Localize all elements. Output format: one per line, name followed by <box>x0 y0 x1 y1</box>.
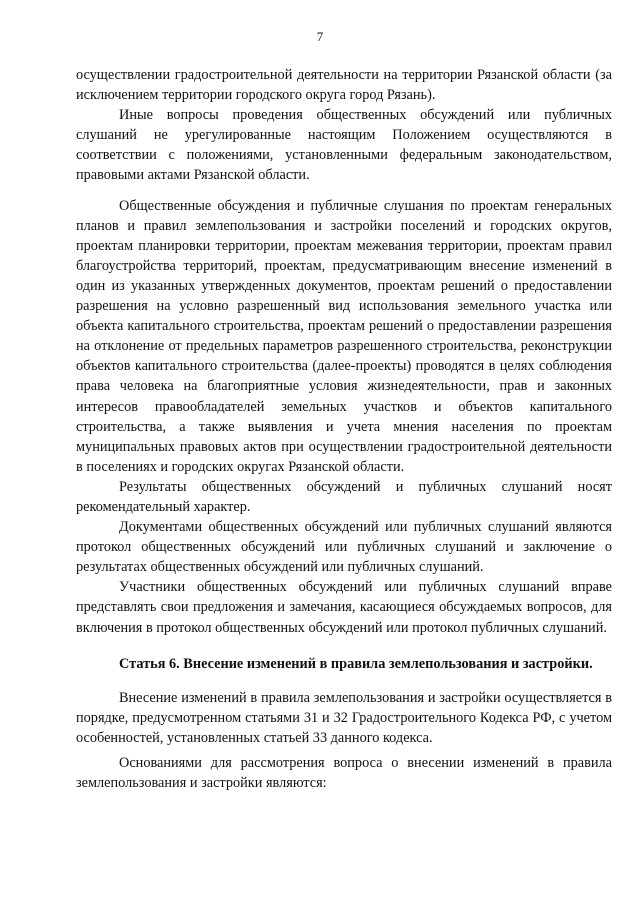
paragraph-amendment-grounds: Основаниями для рассмотрения вопроса о внесении изменений в правила землепользования и застройки являются: <box>76 755 612 792</box>
page-number: 7 <box>316 29 324 44</box>
paragraph-other-questions: Иные вопросы проведения общественных обсуждений или публичных слушаний не урегулированные настоящим Положением осуществляются в соответствии с положениями, установленными федеральным законодательством, правовыми актами Рязанской области. <box>76 107 612 184</box>
paragraph-purposes: Общественные обсуждения и публичные слушания по проектам генеральных планов и правил землепользования и застройки поселений и городских округов, проектам планировки территории, проектам межевания территории, проектам правил благоустройства территорий, проектам, предусматривающим внесение изменений в один из указанных утвержденных документов, проектам решений о предоставлении разрешения на условно разрешенный вид использования земельного участка или объекта капитального строительства, проектам решений о предоставлении разрешения на отклонение от предельных параметров разрешенного строительства, реконструкции объектов капитального строительства (далее-проекты) проводятся в целях соблюдения права человека на благоприятные условия жизнедеятельности, прав и законных интересов правообладателей земельных участков и объектов капитального строительства, а также выявления и учета мнения населения по проектам муниципальных правовых актов при осуществлении градостроительной деятельности в поселениях и городских округах Рязанской области. <box>76 197 612 475</box>
article-heading: Статья 6. Внесение изменений в правила землепользования и застройки. <box>119 655 593 672</box>
paragraph-continuation: осуществлении градостроительной деятельности на территории Рязанской области (за исключением территории городского округа город Рязань). <box>76 67 612 104</box>
paragraph-participants: Участники общественных обсуждений или публичных слушаний вправе представлять свои предложения и замечания, касающиеся обсуждаемых вопросов, для включения в протокол общественных обсуждений или протокол публичных слушаний. <box>76 579 612 636</box>
document-body <box>76 65 612 793</box>
paragraph-documents: Документами общественных обсуждений или публичных слушаний являются протокол общественных обсуждений или публичных слушаний и заключение о результатах общественных обсуждений или публичных слушаний. <box>76 519 612 576</box>
paragraph-amendment-procedure: Внесение изменений в правила землепользования и застройки осуществляется в порядке, предусмотренном статьями 31 и 32 Градостроительного Кодекса РФ, с учетом особенностей, установленных статьей 33 данного кодекса. <box>76 689 612 746</box>
paragraph-results: Результаты общественных обсуждений и публичных слушаний носят рекомендательный характер. <box>76 478 612 515</box>
